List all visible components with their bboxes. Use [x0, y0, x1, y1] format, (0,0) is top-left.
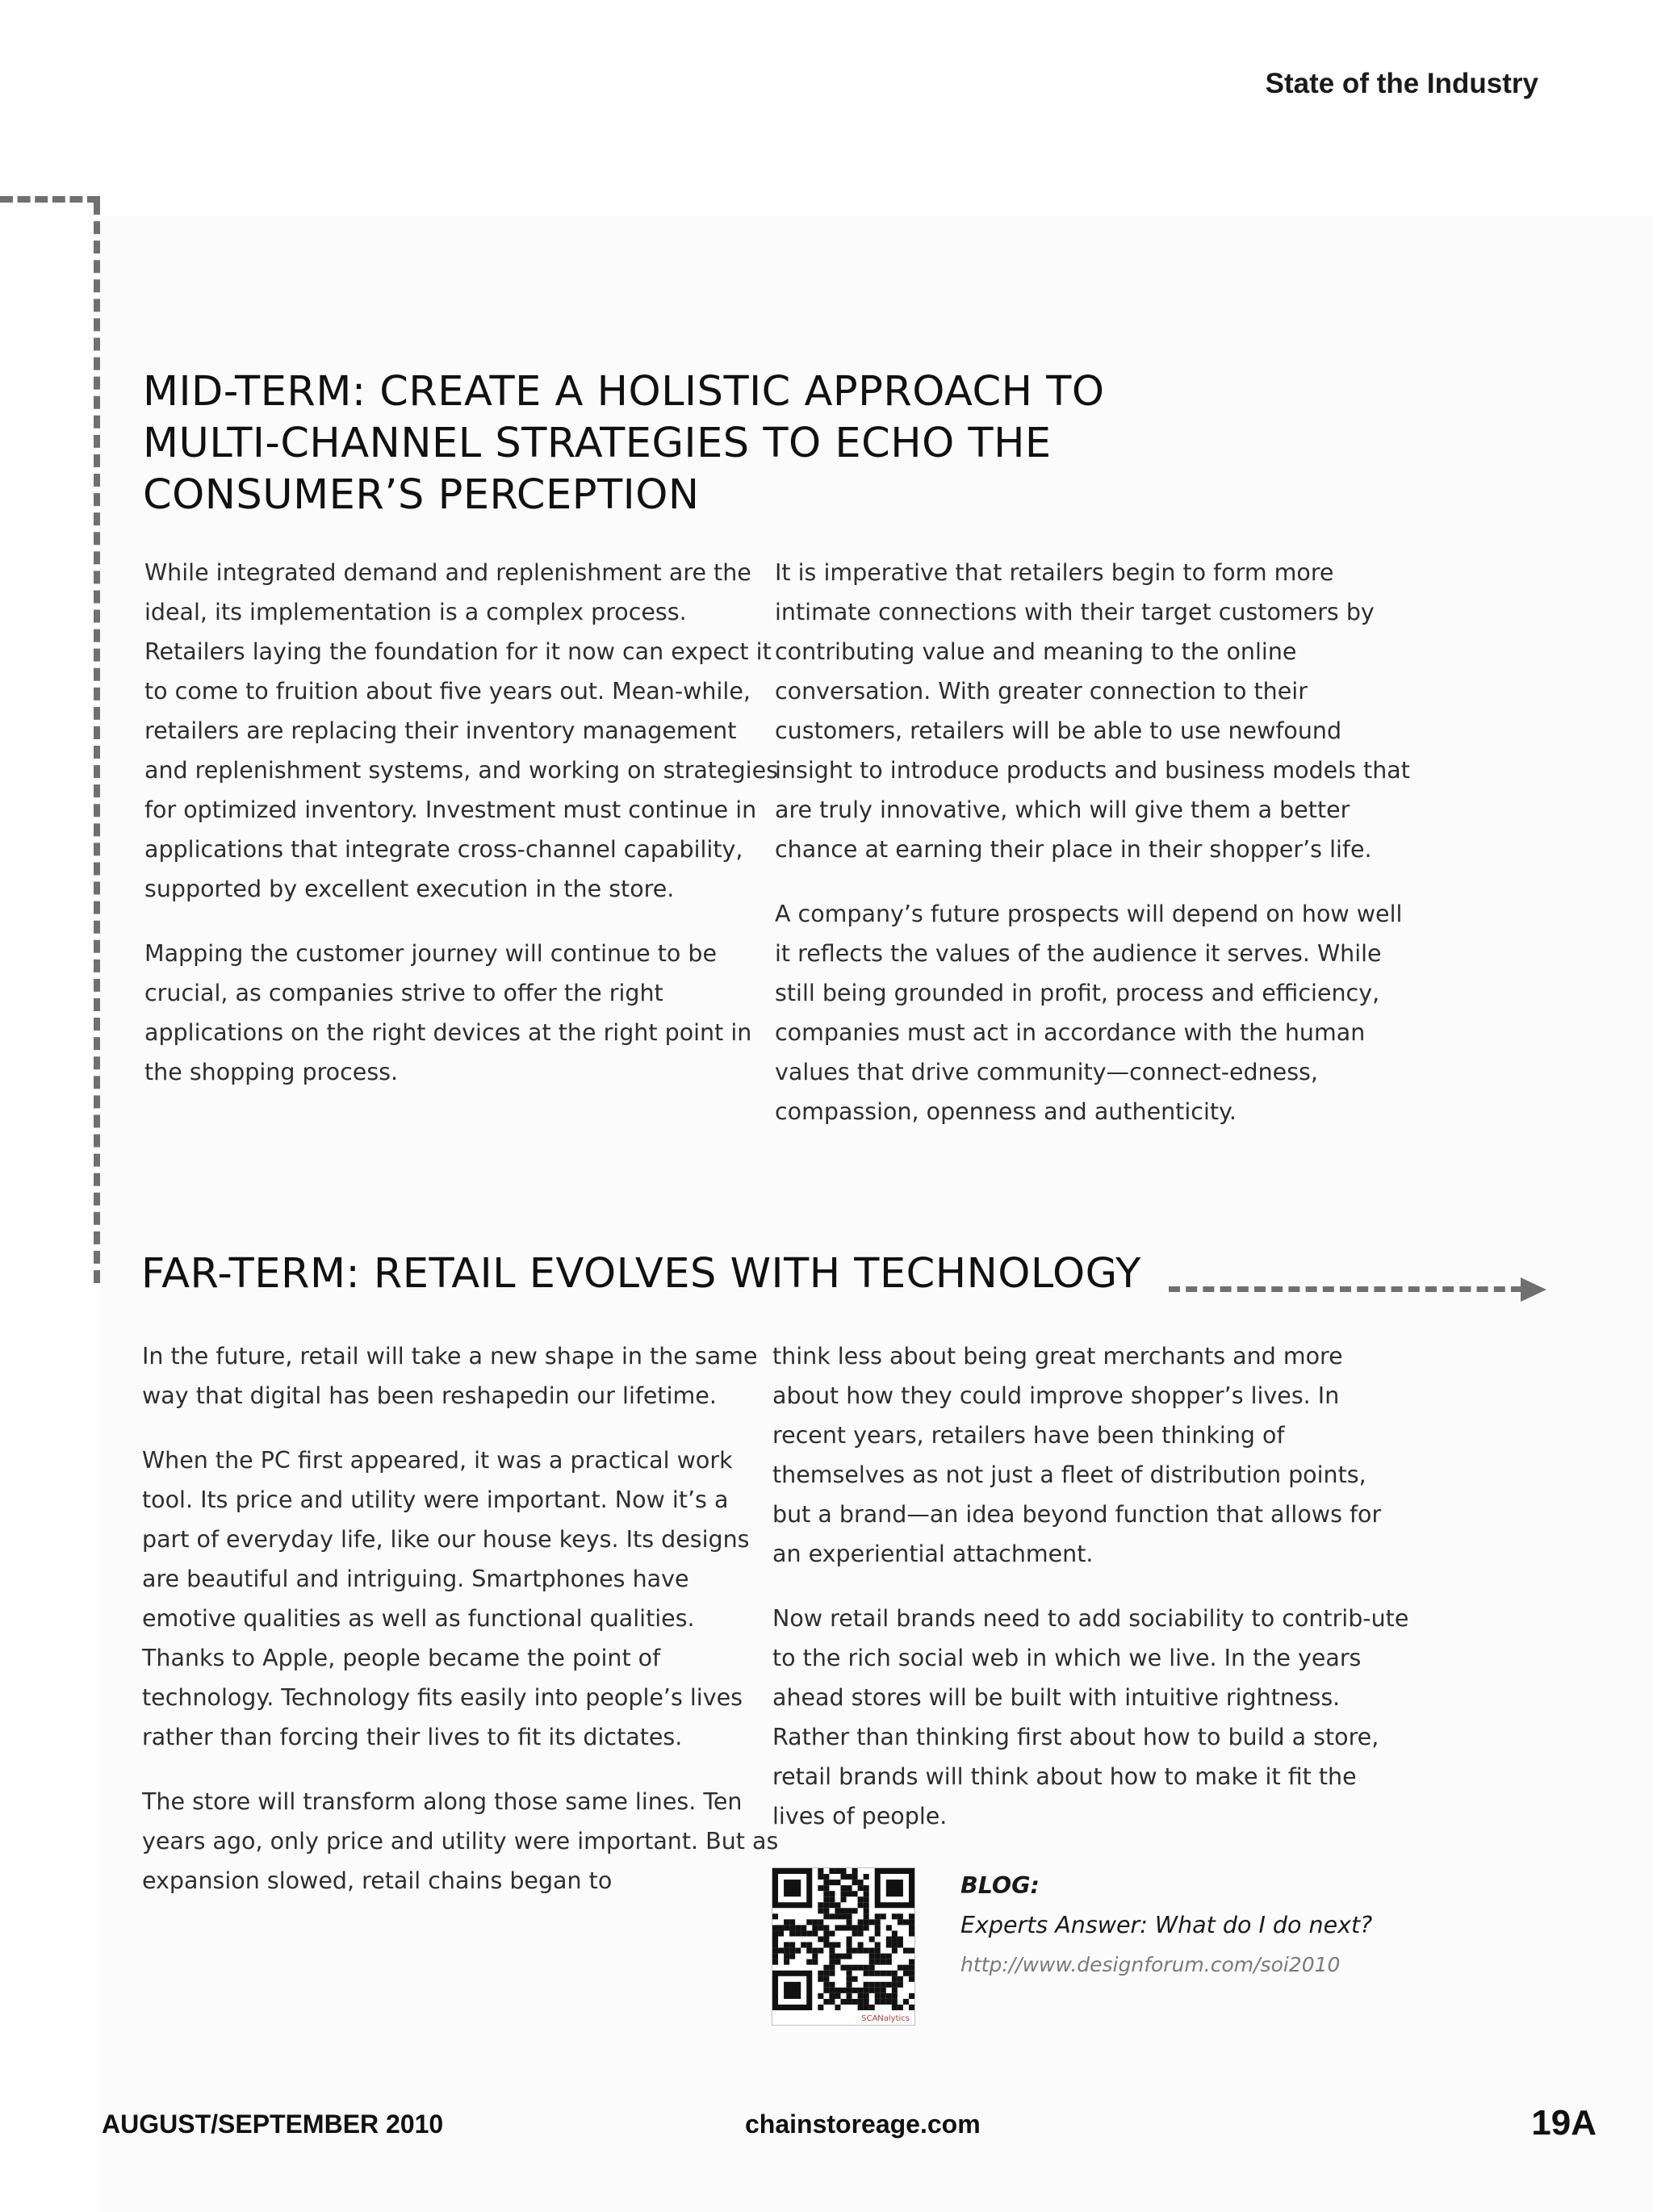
blog-title: Experts Answer: What do I do next? — [960, 1912, 1373, 1938]
far-term-heading: FAR-TERM: RETAIL EVOLVES WITH TECHNOLOGY — [141, 1250, 1141, 1298]
paragraph: A company’s future prospects will depend on how well it reflects the values of the audience it serves. While still being grounded in profit, process and efficiency, companies must act in accordance with the human values that drive community—connect-edness, compassion, openness and authenticity. — [775, 901, 1403, 1125]
far-term-right-column — [772, 1336, 1410, 1861]
paragraph: When the PC first appeared, it was a practical work tool. Its price and utility were important. Now it’s a part of everyday life, like our house keys. Its designs are beautiful and intriguing. Smartphones have emotive qualities as well as functional qualities. Thanks to Apple, people became the point of technology. Technology fits easily into people’s lives rather than forcing their lives to fit its dictates. — [142, 1447, 750, 1750]
blog-callout — [960, 1866, 1445, 1984]
paragraph: Mapping the customer journey will continue to be crucial, as companies strive to offer the right applications on the right devices at the right point in the shopping process. — [144, 940, 752, 1085]
dashed-connector-left — [94, 202, 100, 1283]
blog-label: BLOG: — [960, 1872, 1040, 1899]
mid-term-right-column — [775, 553, 1412, 1156]
qr-caption: SCANalytics — [861, 2014, 910, 2023]
issue-date: AUGUST/SEPTEMBER 2010 — [102, 2110, 444, 2139]
arrowhead-icon — [1521, 1277, 1546, 1302]
dashed-connector-top — [0, 196, 100, 203]
blog-url-link[interactable]: http://www.designforum.com/soi2010 — [960, 1953, 1341, 1976]
far-term-left-column — [142, 1336, 780, 1926]
qr-code[interactable] — [772, 1867, 915, 2026]
paragraph: It is imperative that retailers begin to form more intimate connections with their target customers by contributing value and meaning to the online conversation. With greater connection to their customers, retailers will be able to use newfound insight to introduce products and business models that are truly innovative, which will give them a better chance at earning their place in their shopper’s life. — [775, 559, 1410, 863]
site-url: chainstoreage.com — [745, 2110, 981, 2139]
dashed-arrow-line — [1169, 1286, 1522, 1292]
section-tag: State of the Industry — [1265, 68, 1538, 99]
mid-term-left-column — [144, 553, 782, 1117]
paragraph: The store will transform along those same lines. Ten years ago, only price and utility were important. But as expansion slowed, retail chains began to — [142, 1788, 779, 1894]
qr-code-icon — [772, 1868, 914, 2010]
paragraph: Now retail brands need to add sociability to contrib-ute to the rich social web in which we live. In the years ahead stores will be built with intuitive rightness. Rather than thinking first about how to build a store, retail brands will think about how to make it fit the lives of people. — [772, 1605, 1409, 1829]
paragraph: In the future, retail will take a new shape in the same way that digital has been reshapedin our lifetime. — [142, 1343, 758, 1409]
page-number: 19A — [1531, 2103, 1597, 2143]
mid-term-heading: MID-TERM: CREATE A HOLISTIC APPROACH TO MULTI-CHANNEL STRATEGIES TO ECHO THE CONSUMER’S PERCEPTION — [143, 368, 1105, 519]
paragraph: think less about being great merchants and more about how they could improve shopper’s lives. In recent years, retailers have been thinking of themselves as not just a fleet of distribution points, but a brand—an idea beyond function that allows for an experiential attachment. — [772, 1343, 1382, 1567]
paragraph: While integrated demand and replenishment are the ideal, its implementation is a complex process. Retailers laying the foundation for it now can expect it to come to fruition about five years out. Mean-while, retailers are replacing their inventory management and replenishment systems, and working on strategies for optimized inventory. Investment must continue in applications that integrate cross-channel capability, supported by excellent execution in the store. — [144, 559, 778, 902]
